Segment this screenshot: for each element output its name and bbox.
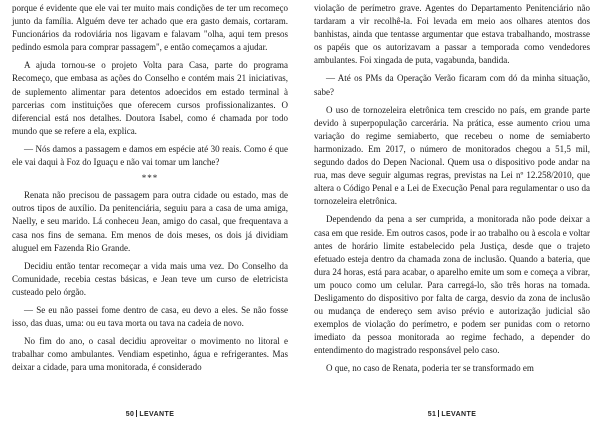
page-number: 50 [125,411,135,418]
dialogue-paragraph: — Até os PMs da Operação Verão ficaram com dó da minha situação, sabe? [314,73,590,97]
paragraph: O que, no caso de Renata, poderia ter se transformado em [326,363,534,374]
paragraph: porque é evidente que ele vai ter muito mais condições de ter um recomeço junto da família. Alguém deve ter achado que era gasto demais, cortaram. Funcionários da rodoviária nos ligavam e falavam "olha, aqui tem presos pedindo esmola para comprar passagem", e então começamos a ajudar. [12,3,288,53]
left-page-body [12,2,288,374]
right-page-body [314,2,590,376]
paragraph: Dependendo da pena a ser cumprida, a monitorada não pode deixar a casa em que reside. Em outros casos, pode ir ao trabalho ou à escola e voltar antes de horário limite estabelecido pela Justiça, desde que o trajeto efetuado esteja dentro da chamada zona de inclusão. Quando a bateria, que dura 24 horas, está para acabar, o aparelho emite um som e começa a vibrar, um pouco como um celular. Para carregá-lo, são três horas na tomada. Desligamento do dispositivo por falta de carga, desvio da zona de inclusão ou mudança de endereço sem aviso prévio e autorização judicial são exemplos de violação do perímetro, e podem ser punidas com o retorno imediato da pessoa monitorada ao regime fechado, a depender do entendimento do magistrado responsável pelo caso. [314,214,590,356]
running-title: LEVANTE [441,411,477,418]
footer-divider [136,410,137,417]
paragraph: violação de perímetro grave. Agentes do Departamento Penitenciário não tardaram a vir recolhê-la. Foi levada em meio aos olhares atentos dos banhistas, ainda que tentasse argumentar que estava trabalhando, mostrasse os papéis que os autorizavam a passar a temporada como vendedores ambulantes. Foi xingada de puta, vagabunda, bandida. [314,3,590,66]
left-page-footer [12,410,288,418]
footer-divider [438,410,439,417]
paragraph: Renata não precisou de passagem para outra cidade ou estado, mas de outros tipos de auxílio. Da penitenciária, seguiu para a casa de uma amiga, Naelly, e seu marido. Lá conheceu Jean, amigo do casal, que frequentava a casa nos fins de semana. Em menos de dois meses, os dois já dividiam aluguel em Fazenda Rio Grande. [12,190,288,253]
left-page [12,0,288,428]
section-separator: *** [141,173,159,184]
right-page-footer [314,410,590,418]
paragraph: Decidiu então tentar recomeçar a vida mais uma vez. Do Conselho da Comunidade, recebia cestas básicas, e Jean teve um curso de eletricista custeado pelo órgão. [12,260,288,297]
dialogue-paragraph: — Nós damos a passagem e damos em espécie até 30 reais. Como é que ele vai daqui à Foz do Iguaçu e não vai tomar um lanche? [12,143,288,168]
running-title: LEVANTE [139,411,175,418]
paragraph: A ajuda tornou-se o projeto Volta para Casa, parte do programa Recomeço, que embasa as ações do Conselho e contém mais 21 iniciativas, de suplemento alimentar para detentos adoecidos em estado terminal à parcerias com instituições que oferecem cursos profissionalizantes. O diferencial está nos detalhes. Doutora Isabel, como é chamada por todo mundo que se refere a ela, explica. [12,60,288,136]
paragraph: O uso de tornozeleira eletrônica tem crescido no país, em grande parte devido à superpopulação carcerária. Na prática, esse aumento criou uma variação do regime semiaberto, que recebeu o nome de semiaberto harmonizado. Em 2017, o número de monitorados chegou a 51,5 mil, segundo dados do Depen Nacional. Quem usa o dispositivo pode andar na rua, mas deve seguir algumas regras, previstas na Lei nº 12.258/2010, que altera o Código Penal e a Lei de Execução Penal para regulamentar o uso da tornozeleira eletrônica. [314,104,590,207]
paragraph: No fim do ano, o casal decidiu aproveitar o movimento no litoral e trabalhar como ambulantes. Vendiam espetinho, água e refrigerantes. Mas deixar a cidade, para uma monitorada, é considerado [12,336,288,373]
right-page [314,0,590,428]
page-gutter [296,0,304,428]
dialogue-paragraph: — Se eu não passei fome dentro de casa, eu devo a eles. Se não fosse isso, das duas, uma: ou eu tava morta ou tava na cadeia de novo. [12,304,288,329]
page-number: 51 [427,411,437,418]
